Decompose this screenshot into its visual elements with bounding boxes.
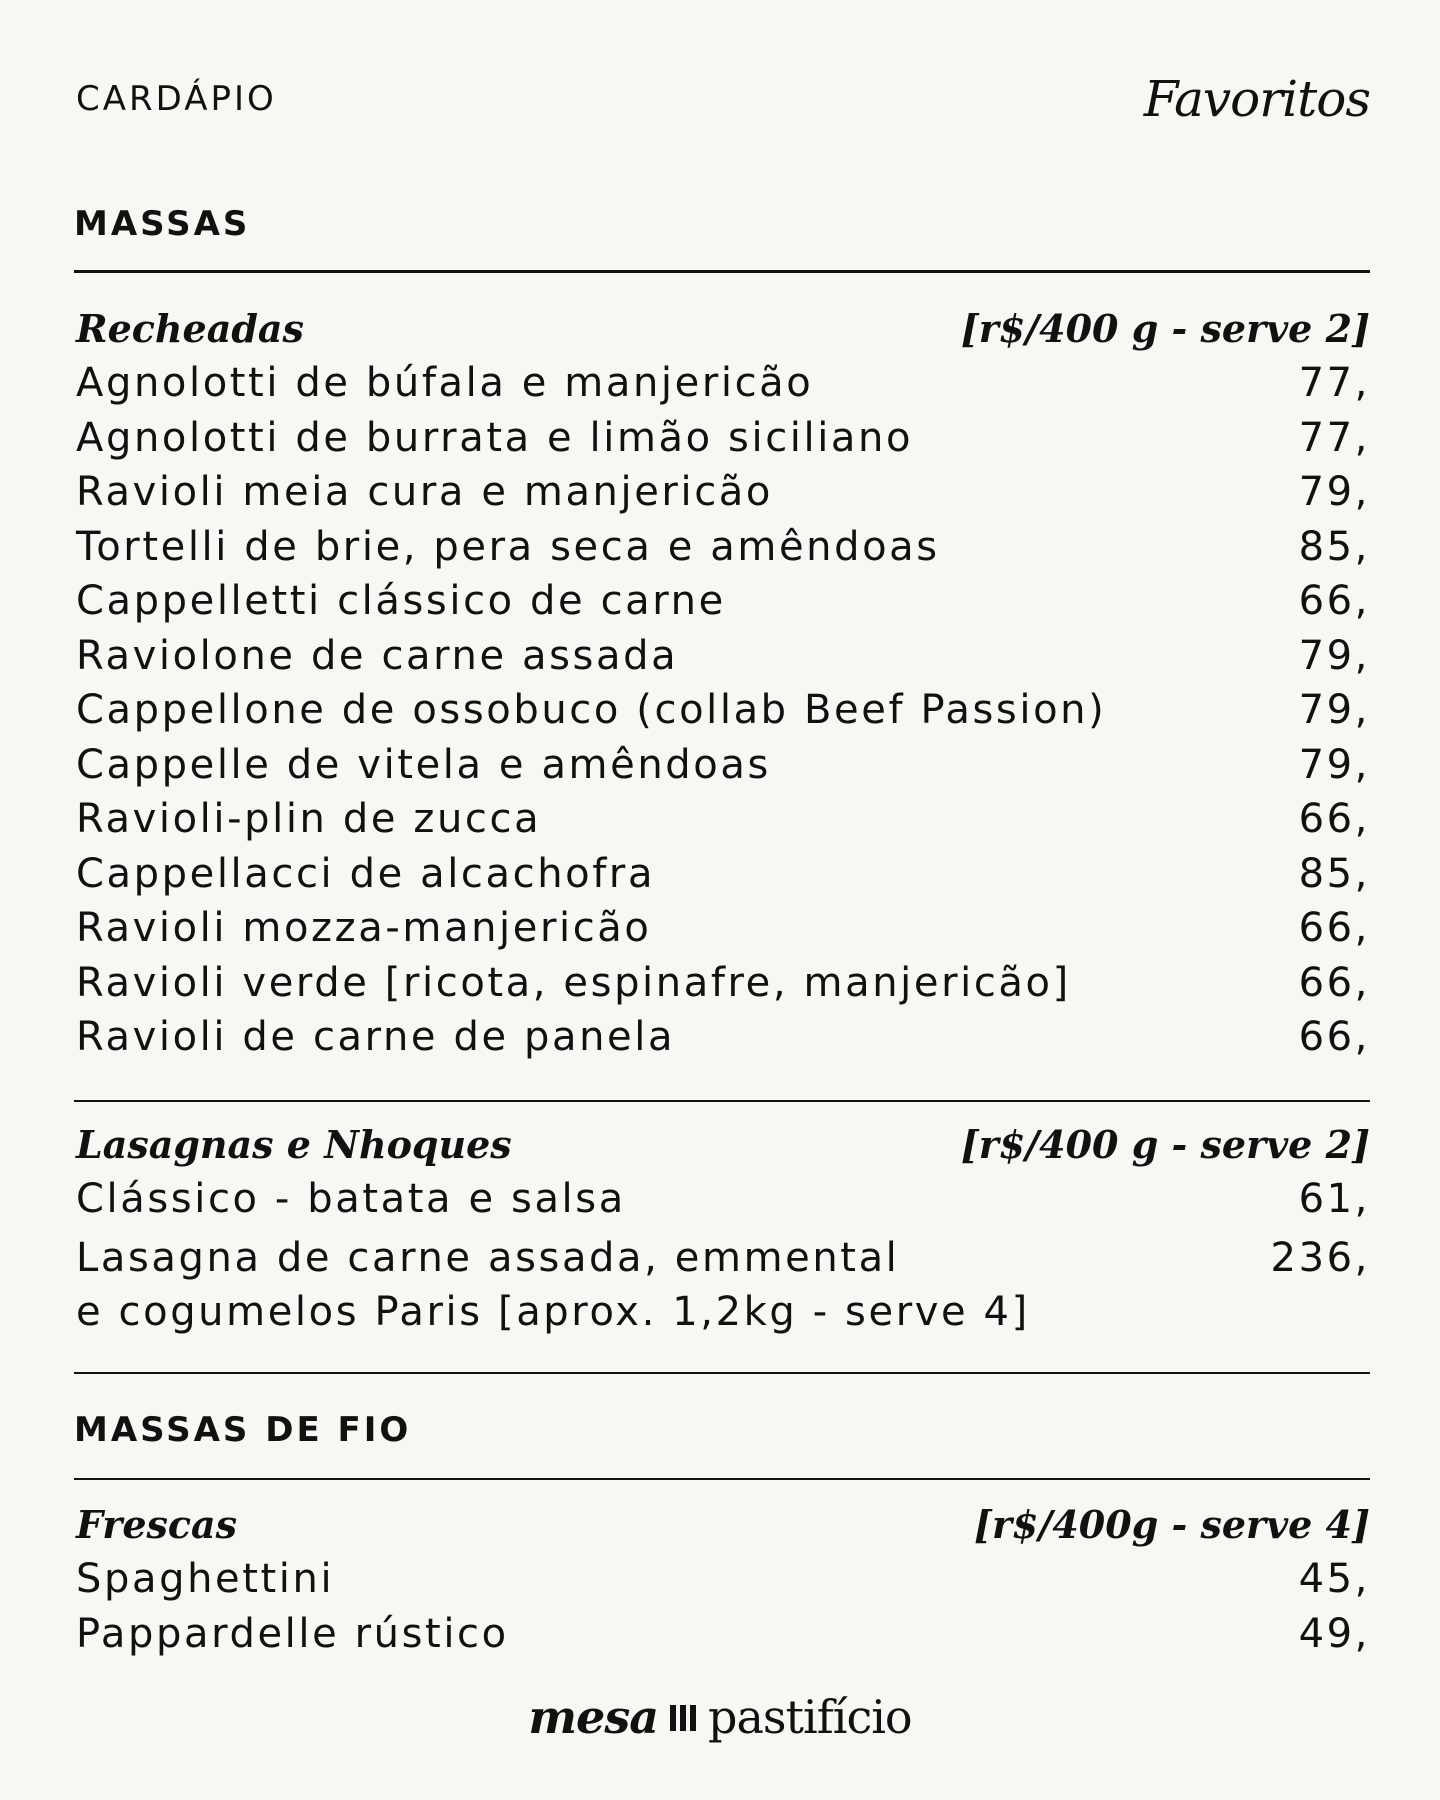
menu-label: CARDÁPIO [76,79,277,119]
item-name: Ravioli-plin de zucca [76,796,542,842]
item-name: Cappelle de vitela e amêndoas [76,741,771,788]
group-unit: [r$/400g - serve 4] [974,1502,1370,1547]
favorites-title: Favoritos [1143,70,1370,128]
item-price: 45, [1298,1556,1370,1602]
item-name: Spaghettini [76,1556,335,1602]
item-name-line1: Lasagna de carne assada, emmental [76,1234,900,1281]
brand-logo [0,1690,1440,1744]
item-name: Cappellacci de alcachofra [76,850,656,897]
item-name: Ravioli mozza-manjericão [76,905,652,951]
group-name: Recheadas [76,306,304,351]
group-name: Lasagnas e Nhoques [76,1122,512,1167]
item-price: 79, [1298,632,1370,679]
list-item [76,1556,1370,1611]
item-name: Ravioli de carne de panela [76,1014,676,1060]
section-title-massas: MASSAS [74,204,251,244]
item-price: 66, [1298,1014,1370,1060]
group-name: Frescas [76,1502,238,1547]
logo-pastificio-text: pastifício [708,1690,912,1744]
item-name: Ravioli verde [ricota, espinafre, manjericão] [76,959,1071,1006]
section-divider [74,1478,1370,1480]
item-price: 61, [1298,1176,1370,1222]
section-divider [74,270,1370,273]
item-name: Cappellone de ossobuco (collab Beef Passion) [76,687,1107,733]
item-price: 79, [1298,687,1370,733]
item-name: Ravioli meia cura e manjericão [76,469,773,515]
page-header [76,64,1370,134]
item-name: Raviolone de carne assada [76,632,679,679]
item-price: 79, [1298,741,1370,788]
list-item [76,633,1370,688]
item-name: Agnolotti de búfala e manjericão [76,360,814,406]
group-lasagnas-nhoques [76,1122,1370,1340]
list-item [76,1176,1370,1231]
item-price: 66, [1298,578,1370,624]
group-header [76,306,1370,360]
item-price: 85, [1298,850,1370,897]
list-item [76,469,1370,524]
item-price: 85, [1298,523,1370,570]
item-price: 49, [1298,1610,1370,1657]
list-item [76,796,1370,851]
list-item [76,360,1370,415]
item-price: 66, [1298,959,1370,1006]
item-price: 66, [1298,905,1370,951]
list-item [76,1611,1370,1666]
group-header [76,1502,1370,1556]
item-price: 77, [1298,360,1370,406]
logo-mesa-text: mesa [528,1690,659,1744]
list-item [76,905,1370,960]
list-item [76,851,1370,906]
section-title-massas-de-fio: MASSAS DE FIO [74,1410,412,1450]
list-item [76,1231,1370,1340]
group-unit: [r$/400 g - serve 2] [960,1122,1370,1167]
group-recheadas [76,306,1370,1069]
group-divider [74,1100,1370,1102]
item-name-line2: e cogumelos Paris [aprox. 1,2kg - serve 4] [76,1288,1030,1335]
item-name-multiline [76,1231,1076,1339]
list-item [76,742,1370,797]
list-item [76,1014,1370,1069]
item-name: Agnolotti de burrata e limão siciliano [76,414,914,461]
logo-bars-icon [670,1705,696,1731]
item-price: 66, [1298,796,1370,842]
item-name: Tortelli de brie, pera seca e amêndoas [76,523,940,570]
item-name: Pappardelle rústico [76,1610,509,1657]
list-item [76,687,1370,742]
item-price: 79, [1298,469,1370,515]
list-item [76,960,1370,1015]
list-item [76,415,1370,470]
section-divider [74,1372,1370,1374]
item-price: 77, [1298,414,1370,461]
item-name: Clássico - batata e salsa [76,1176,626,1222]
item-price: 236, [1270,1234,1370,1281]
group-header [76,1122,1370,1176]
group-unit: [r$/400 g - serve 2] [960,306,1370,351]
group-frescas [76,1502,1370,1665]
list-item [76,578,1370,633]
item-name: Cappelletti clássico de carne [76,578,726,624]
list-item [76,524,1370,579]
